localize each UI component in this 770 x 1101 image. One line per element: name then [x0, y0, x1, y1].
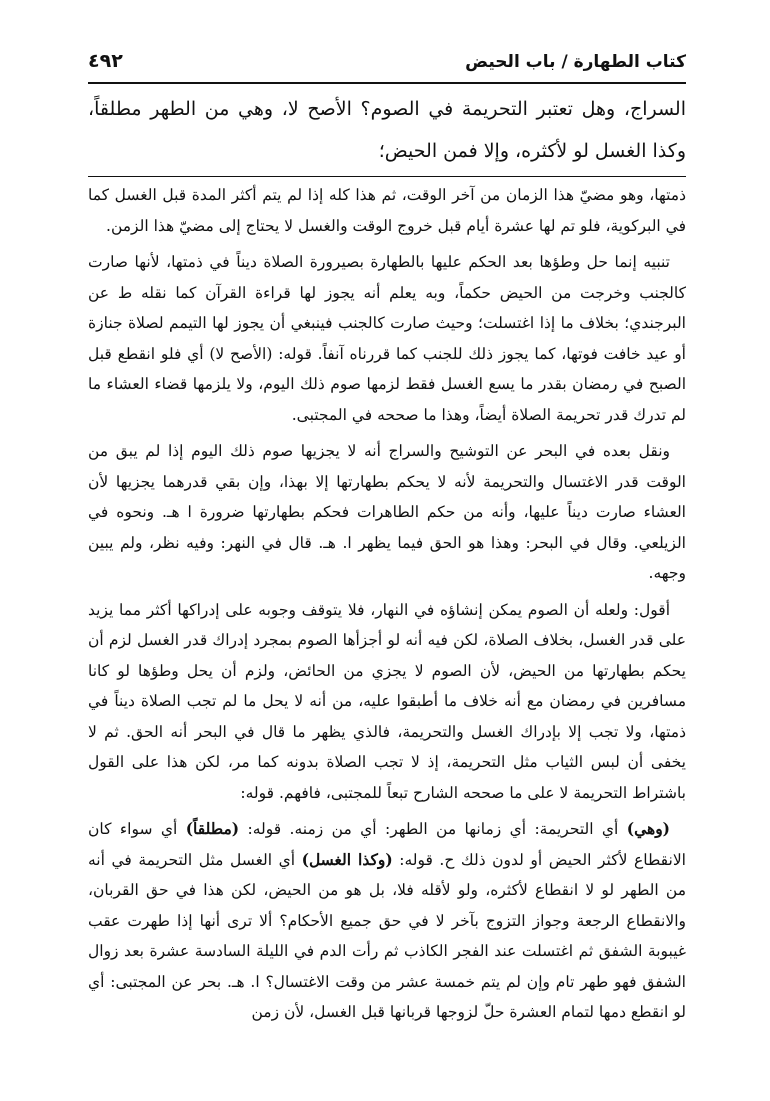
gloss-wakadha: أي الغسل مثل التحريمة في أنه من الطهر لو لا انقطاع لأكثره، ولو لأقله فلا، بل هو من الحيض، لكن هذا في حق القربان، والانقطاع الرجعة وجواز التزوج بآخر لا في حق جميع الأحكام؟ ألا ترى أنها إذا طهرت عقب غيبوبة الشفق ثم اغتسلت عند الفجر الكاذب ثم رأت الدم في الليلة السادسة عشرة بعد زوال الشفق فهو طهر تام وإن لم يتم خمسة عشر من وقت الاغتسال؟ ا. هـ. بحر عن المجتبى: أي لو انقطع دمها لتمام العشرة حلّ لزوجها قربانها قبل الغسل، لأن زمن: [88, 850, 686, 1021]
matn-text: السراج، وهل تعتبر التحريمة في الصوم؟ الأصح لا، وهي من الطهر مطلقاً، وكذا الغسل لو لأكثره، وإلا فمن الحيض؛: [88, 98, 686, 162]
quoted-term-wakadha: (وكذا الغسل): [301, 849, 393, 869]
gloss-wahiya: أي التحريمة: أي زمانها من الطهر: أي من زمنه. قوله:: [239, 820, 627, 838]
commentary-paragraph-4: [88, 595, 686, 809]
running-title: كتاب الطهارة / باب الحيض: [465, 52, 686, 72]
commentary-paragraph-2: تنبيه إنما حل وطؤها بعد الحكم عليها بالطهارة بصيرورة الصلاة ديناً في ذمتها، لأنها صارت كالجنب وخرجت من الحيض حكماً، وبه يعلم أنه يجوز لها قراءة القرآن كما نقله ط عن البرجندي؛ بخلاف ما إذا اغتسلت؛ وحيث صارت كالجنب فينبغي أن يجوز لها التيمم لصلاة جنازة أو عيد خافت فوتها، كما يجوز ذلك للجنب كما قررناه آنفاً. قوله: (الأصح لا) أي فلو انقطع قبل الصبح في رمضان بقدر ما يسع الغسل فقط لزمها صوم ذلك اليوم، ولا يلزمها قضاء العشاء ما لم تدرك قدر تحريمة الصلاة أيضاً، وهذا ما صححه في المجتبى.: [88, 253, 686, 424]
page-number: ٤٩٢: [88, 50, 123, 72]
page-header: [88, 48, 686, 84]
matn-divider: [88, 176, 686, 177]
paragraph-4-text: أقول: ولعله أن الصوم يمكن إنشاؤه في النهار، فلا يتوقف وجوبه على إدراكها أكثر مما يزيد على قدر الغسل، بخلاف الصلاة، لكن فيه أنه لو أجزأها الصوم بمجرد إدراك قدر الغسل لزم أن يحكم بطهارتها من الحيض، لأن الصوم لا يجزي من الحائض، ولزم أن يحل وطؤها لو كانا مسافرين في رمضان مع أنه خلاف ما أطبقوا عليه، من أنه لا يحل ما لم تجب الصلاة ديناً في ذمتها، ولا تجب إلا بإدراك الغسل والتحريمة، فالذي يظهر ما قال في البحر أنه الحق. ثم لا يخفى أن لبس الثياب مثل التحريمة، إذ لا تجب الصلاة بدونه كما مر، لكن هذا على القول باشتراط التحريمة لا على ما صححه الشارح تبعاً للمجتبى، فافهم. قوله:: [88, 600, 686, 802]
commentary-paragraph-3: ونقل بعده في البحر عن التوشيح والسراج أنه لا يجزيها صوم ذلك اليوم إذا لم يبق من الوقت قدر الاغتسال والتحريمة لأنه لا يحكم بطهارتها إلا بهذا، وإن بقي قدرهما يجزيها لأن العشاء صارت ديناً عليها، وأنه من حكم الطاهرات فحكم بطهارتها ضرورة ا هـ. ونحوه في الزيلعي. وقال في البحر: وهذا هو الحق فيما يظهر ا. هـ. قال في النهر: وفيه نظر، ولم يبين وجهه.: [88, 442, 686, 582]
commentary-paragraph-5: [88, 814, 686, 1028]
quoted-term-wahiya: (وهي): [626, 819, 671, 838]
commentary: [88, 180, 686, 1034]
gloss-mutlaqan: أي سواء كان الانقطاع لأكثر الحيض أو لدون ذلك ح. قوله:: [88, 820, 686, 869]
commentary-paragraph-1: ذمتها، وهو مضيّ هذا الزمان من آخر الوقت، ثم هذا كله إذا لم يتم أكثر المدة قبل الغسل كما في البركوية، فلو تم لها عشرة أيام قبل خروج الوقت والغسل لا يحتاج إلى مضيّ هذا الزمن.: [88, 186, 686, 235]
quoted-term-mutlaqan: (مطلقاً): [185, 819, 240, 838]
